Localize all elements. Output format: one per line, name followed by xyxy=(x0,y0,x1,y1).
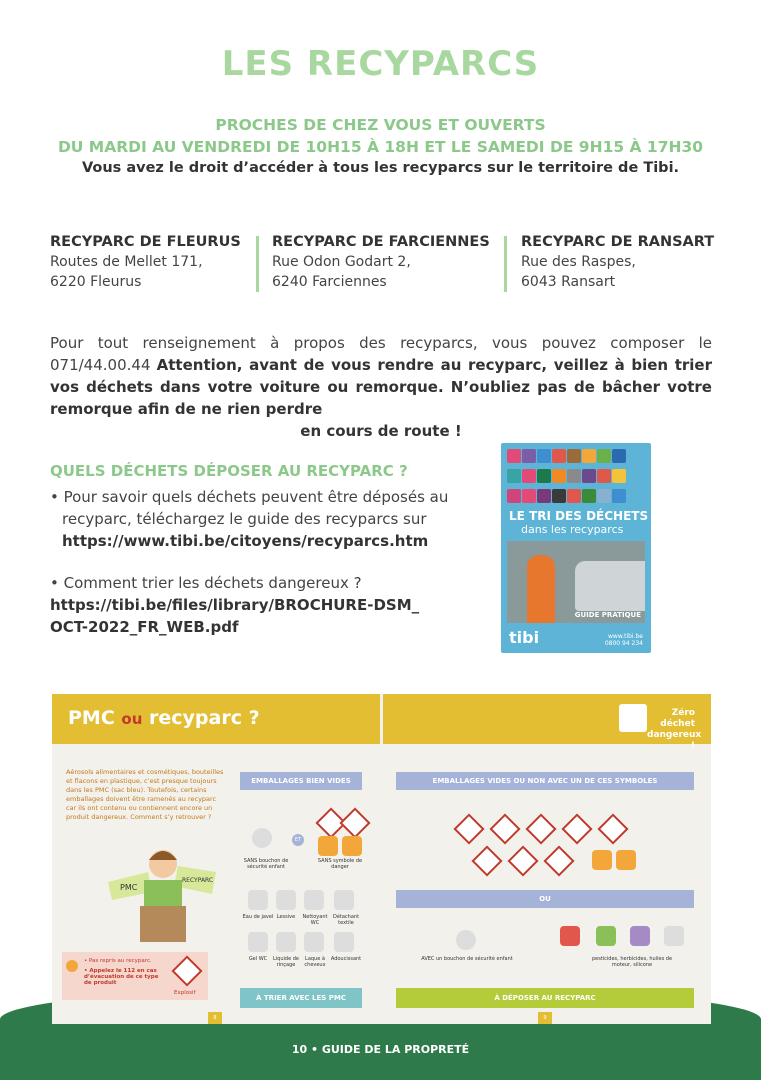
park-name: RECYPARC DE FLEURUS xyxy=(50,234,241,250)
spray-icon xyxy=(560,926,580,946)
product-label: Lessive xyxy=(276,914,296,920)
box-emballages-symboles: EMBALLAGES VIDES OU NON AVEC UN DE CES SYMBOLES xyxy=(396,772,694,790)
park-address: Rue des Raspes, xyxy=(521,254,636,270)
danger-symbol-icon xyxy=(339,807,370,838)
product-icon xyxy=(304,890,324,910)
corrosive-icon xyxy=(318,836,338,856)
product-icon xyxy=(248,932,268,952)
product-label: Nettoyant WC xyxy=(302,914,328,926)
park-ransart xyxy=(521,232,714,292)
category-icon-grid xyxy=(507,449,645,509)
box-shape xyxy=(140,906,186,942)
info-phone-text: Pour tout renseignement à propos des recyparcs, vous pouvez composer le 071/44.00.44 xyxy=(50,334,712,374)
divider xyxy=(504,236,507,292)
product-label: Eau de javel xyxy=(242,914,274,920)
warn-line-2: • Appelez le 112 en cas d’évacuation de ce type de produit xyxy=(84,968,159,986)
page-title: LES RECYPARCS xyxy=(221,44,540,84)
product-label: Adoucissant xyxy=(330,956,362,962)
bullet-dangerous: • Comment trier les déchets dangereux ? xyxy=(50,574,362,592)
park-city: 6220 Fleurus xyxy=(50,274,142,290)
guide-label: GUIDE PRATIQUE xyxy=(574,611,641,619)
herbicide-icon xyxy=(596,926,616,946)
cap-icon xyxy=(456,930,476,950)
gas-symbol-icon xyxy=(507,845,538,876)
avec-bouchon-label: AVEC un bouchon de sécurité enfant xyxy=(421,956,513,962)
silicone-icon xyxy=(664,926,684,946)
park-name: RECYPARC DE FARCIENNES xyxy=(272,234,490,250)
divider xyxy=(256,236,259,292)
recyparc-tag-text: RECYPARC xyxy=(182,877,214,884)
pmc-tag-text: PMC xyxy=(120,883,138,892)
car-shape xyxy=(575,561,645,611)
house-icon xyxy=(619,704,647,732)
park-fleurus xyxy=(50,232,241,292)
park-farciennes xyxy=(272,232,490,292)
product-icon xyxy=(276,890,296,910)
page-number-8: 8 xyxy=(208,1012,222,1024)
box-emballages-vides: EMBALLAGES BIEN VIDES xyxy=(240,772,362,790)
guide-photo xyxy=(507,541,645,623)
subtitle-line-2: DU MARDI AU VENDREDI DE 10H15 À 18H ET LE SAMEDI DE 9H15 À 17H30 xyxy=(57,138,704,156)
zero-line-2: dangereux ! xyxy=(647,730,702,751)
product-icon xyxy=(248,890,268,910)
box-ou: OU xyxy=(396,890,694,908)
tibi-logo: tibi xyxy=(509,628,540,647)
product-label: Laque à cheveux xyxy=(304,956,326,968)
pesticides-label: pesticides, herbicides, huiles de moteur, silicone xyxy=(591,956,673,968)
bullet-guide-cont: recyparc, téléchargez le guide des recyparcs sur xyxy=(62,510,427,528)
info-warning-end: en cours de route ! xyxy=(300,422,462,440)
page-footer: 10 • GUIDE DE LA PROPRETÉ xyxy=(291,1043,470,1056)
warn-line-3: Explosif xyxy=(174,990,196,996)
spread-intro: Aérosols alimentaires et cosmétiques, bouteilles et flacons en plastique, c’est presque toujours dans les PMC (sac bleu). Toutefois, certains emballages doivent être ramenés au recyparc car ils ont contenu ou contiennent encore un produit dangereux. Comment s’y retrouver ? xyxy=(66,768,224,821)
bullet-guide: • Pour savoir quels déchets peuvent être déposés au xyxy=(50,488,449,506)
guide-web: www.tibi.be xyxy=(608,633,643,640)
oxidizer-symbol-icon xyxy=(471,845,502,876)
recyparc-list xyxy=(50,232,720,292)
info-warning-text: Attention, avant de vous rendre au recyparc, veillez à bien trier vos déchets dans votre voiture ou remorque. N’oubliez pas de bâcher votre remorque afin de ne rien perdre xyxy=(50,356,712,418)
page-number-9: 9 xyxy=(538,1012,552,1024)
explosive-symbol-icon xyxy=(453,813,484,844)
zero-dechet-label xyxy=(647,708,702,752)
pmc-recyparc-spread-image xyxy=(52,694,711,1024)
guide-contact xyxy=(605,633,643,647)
link-brochure-2[interactable]: OCT-2022_FR_WEB.pdf xyxy=(50,618,239,636)
sans-symbole-label: SANS symbole de danger xyxy=(317,858,363,870)
subtitle-line-1: PROCHES DE CHEZ VOUS ET OUVERTS xyxy=(215,116,546,134)
cap-icon xyxy=(252,828,272,848)
product-icon xyxy=(276,932,296,952)
pmc-word: PMC xyxy=(68,707,115,729)
sans-bouchon-label: SANS bouchon de sécurité enfant xyxy=(243,858,289,870)
hair-shape xyxy=(149,851,177,860)
explosive-warning xyxy=(62,952,208,1000)
subtitle-line-3: Vous avez le droit d’accéder à tous les recyparcs sur le territoire de Tibi. xyxy=(81,160,680,176)
product-icon xyxy=(334,932,354,952)
recyparc-word: recyparc ? xyxy=(149,707,260,729)
box-deposer-recyparc: À DÉPOSER AU RECYPARC xyxy=(396,988,694,1008)
character-illustration xyxy=(108,842,218,952)
warning-icon xyxy=(66,960,78,972)
corrosive-symbol-icon xyxy=(525,813,556,844)
park-name: RECYPARC DE RANSART xyxy=(521,234,715,250)
et-badge: ET xyxy=(292,834,304,846)
info-paragraph xyxy=(50,332,712,442)
product-icon xyxy=(304,932,324,952)
section-heading: QUELS DÉCHETS DÉPOSER AU RECYPARC ? xyxy=(50,462,408,480)
guide-title: LE TRI DES DÉCHETS xyxy=(509,509,649,523)
warn-line-1: • Pas repris au recyparc. xyxy=(84,958,152,964)
product-label: Liquide de rinçage xyxy=(273,956,299,968)
guide-subtitle: dans les recyparcs xyxy=(521,523,624,536)
zero-line-1: Zéro déchet xyxy=(660,708,695,729)
environment-symbol-icon xyxy=(597,813,628,844)
box-trier-pmc: À TRIER AVEC LES PMC xyxy=(240,988,362,1008)
product-icon xyxy=(334,890,354,910)
corrosive-old-icon xyxy=(592,850,612,870)
park-city: 6043 Ransart xyxy=(521,274,616,290)
product-label: Gel WC xyxy=(248,956,268,962)
park-address: Routes de Mellet 171, xyxy=(50,254,203,270)
quels-dechets-section xyxy=(50,462,470,638)
flammable-symbol-icon xyxy=(489,813,520,844)
link-brochure-1[interactable]: https://tibi.be/files/library/BROCHURE-DSM_ xyxy=(50,596,420,614)
park-city: 6240 Farciennes xyxy=(272,274,387,290)
guide-phone: 0800 94 234 xyxy=(604,640,643,647)
explosive-icon xyxy=(171,955,202,986)
ou-word: ou xyxy=(121,710,143,728)
toxic-old-icon xyxy=(616,850,636,870)
toxic-icon xyxy=(342,836,362,856)
product-label: Détachant textile xyxy=(332,914,360,926)
park-address: Rue Odon Godart 2, xyxy=(272,254,411,270)
link-recyparcs[interactable]: https://www.tibi.be/citoyens/recyparcs.htm xyxy=(62,532,429,550)
exclamation-symbol-icon xyxy=(561,813,592,844)
guide-cover-image xyxy=(501,443,651,653)
spread-title xyxy=(68,707,260,729)
worker-shape xyxy=(527,555,555,623)
flame-symbol-icon xyxy=(543,845,574,876)
oil-icon xyxy=(630,926,650,946)
